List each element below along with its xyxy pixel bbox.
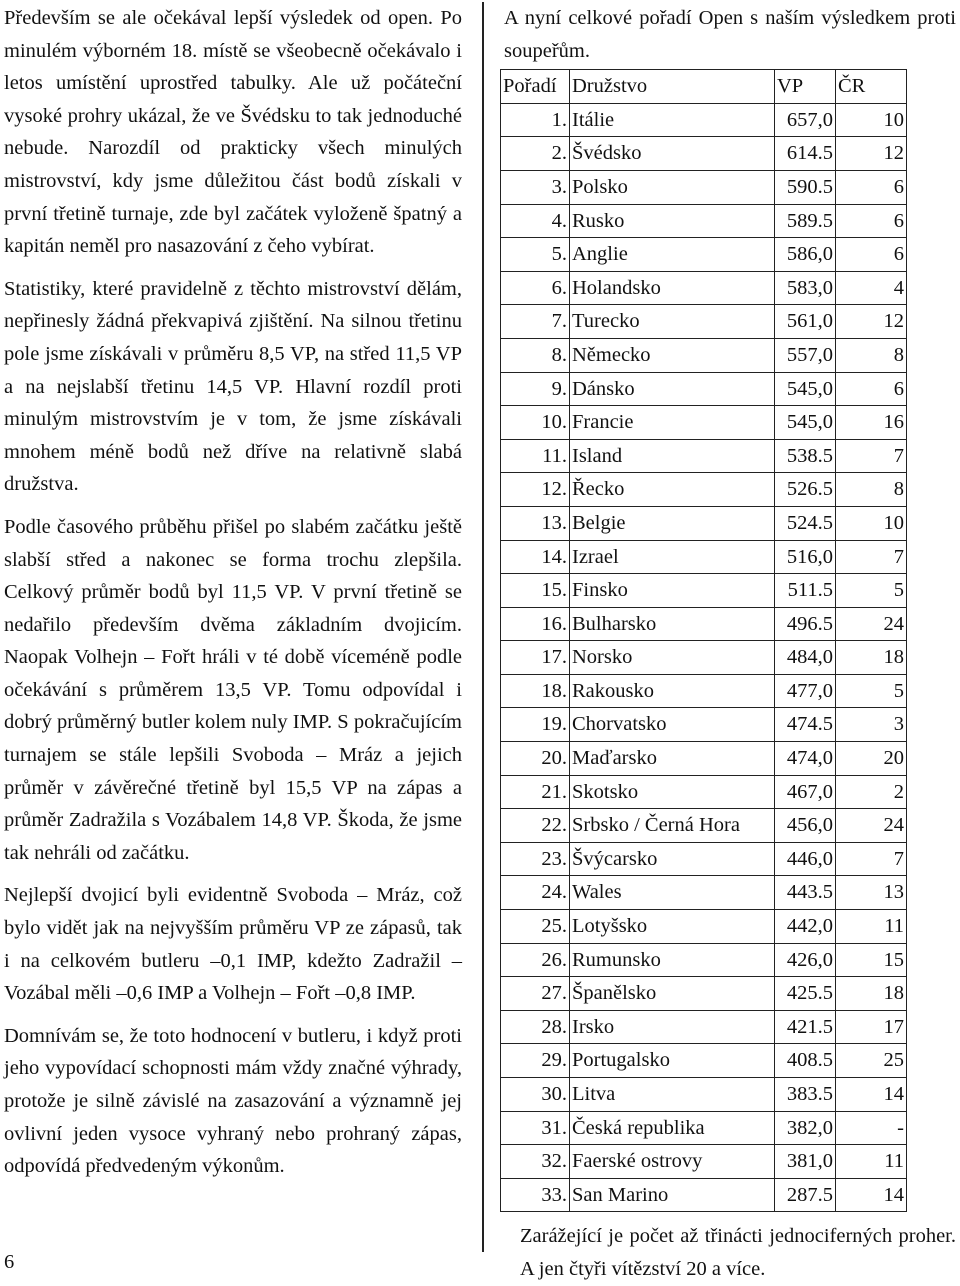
paragraph: Statistiky, které pravidelně z těchto mistrovství dělám, nepřinesly žádná překvapivá zjištění. Na silnou třetinu pole jsme získávali v průměru 8,5 VP, na střed 11,5 VP a na nejslabší třetinu 14,5 VP. Hlavní rozdíl proti minulým mistrovstvím je v tom, že jsme získávali mnohem méně bodů než dříve na relativně slabá družstva. <box>4 277 462 496</box>
header-cr: ČR <box>836 70 907 104</box>
cell-cr: 18 <box>836 641 907 675</box>
cell-rank: 12. <box>501 473 570 507</box>
cell-rank: 18. <box>501 674 570 708</box>
cell-team: Portugalsko <box>570 1044 775 1078</box>
table-outro: Zarážející je počet až třinácti jednociferných proher. A jen čtyři vítězství 20 a více. <box>520 1225 956 1280</box>
cell-vp: 496.5 <box>775 607 836 641</box>
cell-vp: 287.5 <box>775 1178 836 1212</box>
cell-team: Francie <box>570 406 775 440</box>
cell-vp: 557,0 <box>775 338 836 372</box>
paragraph: Domnívám se, že toto hodnocení v butleru, i když proti jeho vypovídací schopnosti mám vždy značné výhrady, protože je silně závislé na zasazování a významně jej ovlivní jeden vysoce vyhraný nebo prohraný zápas, odpovídá předvedeným výkonům. <box>4 1024 462 1178</box>
cell-team: Řecko <box>570 473 775 507</box>
cell-vp: 545,0 <box>775 372 836 406</box>
standings-table <box>500 69 907 1212</box>
cell-rank: 31. <box>501 1111 570 1145</box>
cell-rank: 29. <box>501 1044 570 1078</box>
cell-cr: 12 <box>836 137 907 171</box>
cell-rank: 3. <box>501 170 570 204</box>
cell-cr: 6 <box>836 204 907 238</box>
table-row <box>501 439 907 473</box>
cell-rank: 10. <box>501 406 570 440</box>
cell-cr: 7 <box>836 439 907 473</box>
table-row <box>501 1178 907 1212</box>
cell-vp: 484,0 <box>775 641 836 675</box>
cell-team: Wales <box>570 876 775 910</box>
cell-rank: 21. <box>501 775 570 809</box>
cell-team: Rusko <box>570 204 775 238</box>
cell-team: Litva <box>570 1078 775 1112</box>
table-row <box>501 204 907 238</box>
cell-team: Finsko <box>570 574 775 608</box>
column-divider <box>482 2 484 1252</box>
table-row <box>501 943 907 977</box>
cell-cr: 24 <box>836 607 907 641</box>
cell-rank: 33. <box>501 1178 570 1212</box>
table-row <box>501 406 907 440</box>
table-row <box>501 607 907 641</box>
cell-cr: 4 <box>836 271 907 305</box>
cell-vp: 516,0 <box>775 540 836 574</box>
table-row <box>501 1078 907 1112</box>
cell-cr: 13 <box>836 876 907 910</box>
table-row <box>501 137 907 171</box>
cell-team: Švýcarsko <box>570 842 775 876</box>
cell-team: Polsko <box>570 170 775 204</box>
table-intro: A nyní celkové pořadí Open s naším výsledkem proti soupeřům. <box>504 7 956 62</box>
cell-team: Bulharsko <box>570 607 775 641</box>
cell-cr: 2 <box>836 775 907 809</box>
table-row <box>501 708 907 742</box>
cell-team: Dánsko <box>570 372 775 406</box>
cell-vp: 657,0 <box>775 103 836 137</box>
table-row <box>501 372 907 406</box>
table-row <box>501 170 907 204</box>
cell-cr: 17 <box>836 1010 907 1044</box>
cell-team: Švédsko <box>570 137 775 171</box>
table-row <box>501 1145 907 1179</box>
table-row <box>501 1044 907 1078</box>
cell-vp: 545,0 <box>775 406 836 440</box>
cell-vp: 477,0 <box>775 674 836 708</box>
cell-team: Německo <box>570 338 775 372</box>
cell-rank: 17. <box>501 641 570 675</box>
cell-cr: 6 <box>836 372 907 406</box>
cell-team: Izrael <box>570 540 775 574</box>
cell-team: Česká republika <box>570 1111 775 1145</box>
cell-cr: 20 <box>836 742 907 776</box>
cell-cr: 6 <box>836 170 907 204</box>
cell-cr: 18 <box>836 977 907 1011</box>
cell-vp: 446,0 <box>775 842 836 876</box>
paragraph: Nejlepší dvojicí byli evidentně Svoboda – Mráz, což bylo vidět jak na nejvyšším průměru VP ze zápasů, tak i na celkovém butleru –0,1 IMP, kdežto Zadražil – Vozábal měli –0,6 IMP a Volhejn – Fořt –0,8 IMP. <box>4 884 462 1005</box>
paragraph: Podle časového průběhu přišel po slabém začátku ještě slabší střed a nakonec se forma trochu zlepšila. Celkový průměr bodů byl 11,5 VP. V první třetině se nedařilo především dvěma základním dvojicím. Naopak Volhejn – Fořt hráli v té době víceméně podle očekávání s průměrem 13,5 VP. Tomu odpovídal i dobrý průměrný butler kolem nuly IMP. S pokračujícím turnajem se stále lepšili Svoboda – Mráz a jejich průměr v závěrečné třetině byl 15,5 VP na zápas a průměr Zadražila s Vozábalem 14,8 VP. Škoda, že jsme tak nehráli od začátku. <box>4 515 462 864</box>
table-row <box>501 1111 907 1145</box>
table-row <box>501 641 907 675</box>
cell-vp: 408.5 <box>775 1044 836 1078</box>
cell-team: San Marino <box>570 1178 775 1212</box>
cell-cr: 25 <box>836 1044 907 1078</box>
table-row <box>501 305 907 339</box>
table-row <box>501 809 907 843</box>
cell-vp: 474.5 <box>775 708 836 742</box>
cell-rank: 15. <box>501 574 570 608</box>
table-row <box>501 271 907 305</box>
page-number: 6 <box>4 1251 15 1273</box>
cell-cr: 12 <box>836 305 907 339</box>
cell-vp: 590.5 <box>775 170 836 204</box>
cell-team: Rakousko <box>570 674 775 708</box>
paragraph: Především se ale očekával lepší výsledek od open. Po minulém výborném 18. místě se všeobecně očekávalo i letos umístění uprostřed tabulky. Ale už počáteční vysoké prohry ukázal, že ve Švédsku to tak jednoduché nebude. Narozdíl od prakticky všech minulých mistrovství, kdy jsme důležitou část bodů získali v první třetině turnaje, zde byl začátek vyloženě špatný a kapitán neměl pro nasazování z čeho vybírat. <box>4 7 462 258</box>
left-text-column <box>4 2 462 1193</box>
cell-team: Srbsko / Černá Hora <box>570 809 775 843</box>
table-row <box>501 742 907 776</box>
cell-cr: 10 <box>836 103 907 137</box>
cell-vp: 511.5 <box>775 574 836 608</box>
cell-rank: 9. <box>501 372 570 406</box>
cell-vp: 456,0 <box>775 809 836 843</box>
cell-team: Turecko <box>570 305 775 339</box>
cell-rank: 11. <box>501 439 570 473</box>
cell-team: Faerské ostrovy <box>570 1145 775 1179</box>
cell-rank: 16. <box>501 607 570 641</box>
cell-rank: 2. <box>501 137 570 171</box>
cell-rank: 25. <box>501 910 570 944</box>
cell-rank: 4. <box>501 204 570 238</box>
cell-team: Skotsko <box>570 775 775 809</box>
cell-cr: 24 <box>836 809 907 843</box>
table-row <box>501 103 907 137</box>
cell-team: Irsko <box>570 1010 775 1044</box>
cell-cr: - <box>836 1111 907 1145</box>
cell-rank: 23. <box>501 842 570 876</box>
header-rank: Pořadí <box>501 70 570 104</box>
table-row <box>501 876 907 910</box>
header-vp: VP <box>775 70 836 104</box>
cell-rank: 26. <box>501 943 570 977</box>
cell-cr: 14 <box>836 1078 907 1112</box>
cell-cr: 7 <box>836 540 907 574</box>
cell-cr: 6 <box>836 238 907 272</box>
cell-team: Rumunsko <box>570 943 775 977</box>
table-header-row <box>501 70 907 104</box>
cell-vp: 383.5 <box>775 1078 836 1112</box>
cell-cr: 15 <box>836 943 907 977</box>
cell-vp: 442,0 <box>775 910 836 944</box>
cell-vp: 381,0 <box>775 1145 836 1179</box>
cell-rank: 6. <box>501 271 570 305</box>
cell-vp: 538.5 <box>775 439 836 473</box>
cell-team: Maďarsko <box>570 742 775 776</box>
cell-vp: 382,0 <box>775 1111 836 1145</box>
right-column <box>500 2 956 1286</box>
cell-team: Anglie <box>570 238 775 272</box>
cell-rank: 32. <box>501 1145 570 1179</box>
cell-cr: 3 <box>836 708 907 742</box>
cell-vp: 443.5 <box>775 876 836 910</box>
cell-cr: 8 <box>836 473 907 507</box>
cell-vp: 425.5 <box>775 977 836 1011</box>
cell-rank: 13. <box>501 506 570 540</box>
cell-cr: 16 <box>836 406 907 440</box>
cell-rank: 5. <box>501 238 570 272</box>
cell-vp: 524.5 <box>775 506 836 540</box>
cell-rank: 8. <box>501 338 570 372</box>
table-row <box>501 842 907 876</box>
cell-cr: 11 <box>836 910 907 944</box>
cell-team: Holandsko <box>570 271 775 305</box>
cell-cr: 7 <box>836 842 907 876</box>
cell-vp: 467,0 <box>775 775 836 809</box>
cell-vp: 526.5 <box>775 473 836 507</box>
cell-cr: 5 <box>836 574 907 608</box>
cell-cr: 10 <box>836 506 907 540</box>
cell-team: Itálie <box>570 103 775 137</box>
cell-vp: 589.5 <box>775 204 836 238</box>
cell-rank: 20. <box>501 742 570 776</box>
cell-vp: 421.5 <box>775 1010 836 1044</box>
table-row <box>501 574 907 608</box>
cell-rank: 1. <box>501 103 570 137</box>
cell-cr: 11 <box>836 1145 907 1179</box>
cell-team: Belgie <box>570 506 775 540</box>
cell-rank: 19. <box>501 708 570 742</box>
cell-vp: 474,0 <box>775 742 836 776</box>
table-row <box>501 775 907 809</box>
cell-cr: 14 <box>836 1178 907 1212</box>
header-team: Družstvo <box>570 70 775 104</box>
table-row <box>501 977 907 1011</box>
cell-rank: 27. <box>501 977 570 1011</box>
table-row <box>501 540 907 574</box>
table-row <box>501 473 907 507</box>
cell-team: Chorvatsko <box>570 708 775 742</box>
table-row <box>501 506 907 540</box>
cell-team: Norsko <box>570 641 775 675</box>
table-row <box>501 1010 907 1044</box>
cell-rank: 24. <box>501 876 570 910</box>
cell-rank: 30. <box>501 1078 570 1112</box>
cell-cr: 5 <box>836 674 907 708</box>
table-row <box>501 238 907 272</box>
cell-vp: 614.5 <box>775 137 836 171</box>
cell-team: Španělsko <box>570 977 775 1011</box>
cell-vp: 583,0 <box>775 271 836 305</box>
cell-cr: 8 <box>836 338 907 372</box>
cell-vp: 561,0 <box>775 305 836 339</box>
cell-rank: 7. <box>501 305 570 339</box>
cell-vp: 586,0 <box>775 238 836 272</box>
table-row <box>501 338 907 372</box>
table-row <box>501 910 907 944</box>
cell-rank: 14. <box>501 540 570 574</box>
cell-rank: 22. <box>501 809 570 843</box>
cell-rank: 28. <box>501 1010 570 1044</box>
cell-team: Island <box>570 439 775 473</box>
cell-team: Lotyšsko <box>570 910 775 944</box>
table-row <box>501 674 907 708</box>
cell-vp: 426,0 <box>775 943 836 977</box>
